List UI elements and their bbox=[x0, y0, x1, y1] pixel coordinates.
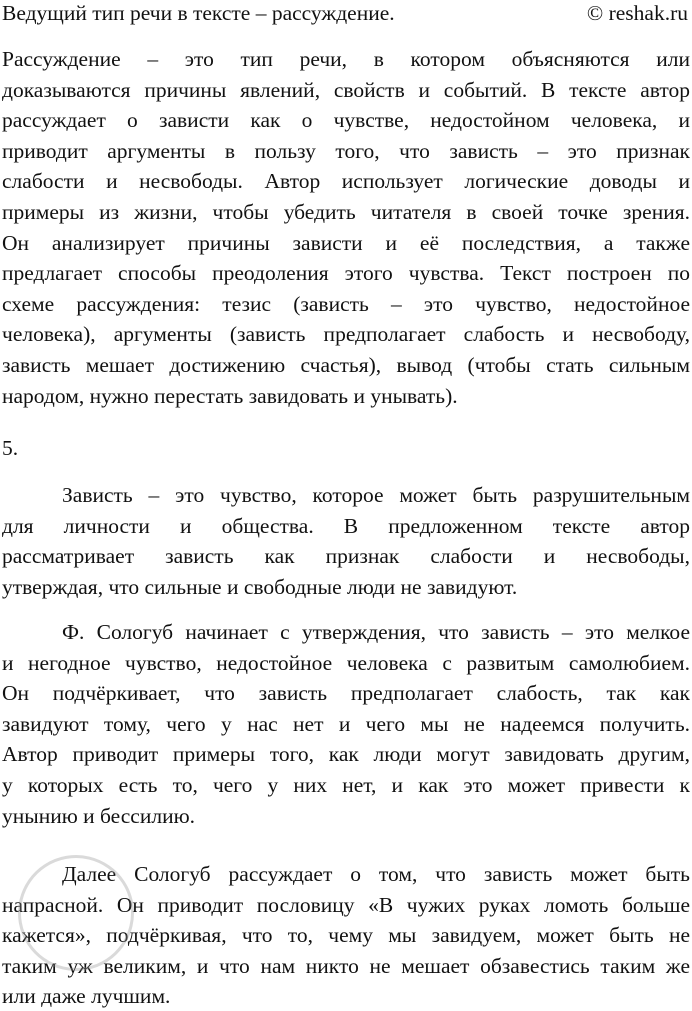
copyright: © reshak.ru bbox=[586, 1, 688, 25]
paragraph-line: Далее Сологуб рассуждает о том, что зависть может быть bbox=[62, 862, 690, 886]
paragraph-line: примеры из жизни, чтобы убедить читателя в своей точке зрения. bbox=[2, 200, 690, 224]
paragraph-line: Автор приводит примеры того, как люди могут завидовать другим, bbox=[2, 742, 690, 767]
paragraph-line: Зависть – это чувство, которое может быть разрушительным bbox=[62, 483, 690, 507]
heading: Ведущий тип речи в тексте – рассуждение. bbox=[2, 1, 395, 25]
paragraph-line: зависть мешает достижению счастья), вывод (чтобы стать сильным bbox=[2, 353, 690, 377]
paragraph-line: напрасной. Он приводит пословицу «В чужих руках ломоть больше bbox=[2, 892, 690, 917]
paragraph-line: человека), аргументы (зависть предполагает слабость и несвободу, bbox=[2, 322, 690, 347]
paragraph-line: утверждая, что сильные и свободные люди не завидуют. bbox=[2, 574, 518, 599]
paragraph-line: унынию и бессилию. bbox=[2, 803, 196, 828]
paragraph-line: Он анализирует причины зависти и её последствия, а также bbox=[2, 230, 690, 255]
header bbox=[2, 0, 690, 28]
paragraph-line: завидуют тому, чего у нас нет и чего мы не надеемся получить. bbox=[2, 711, 690, 736]
paragraph-line: кажется», подчёркивая, что то, чему мы завидуем, может быть не bbox=[2, 923, 690, 948]
paragraph-line: народом, нужно перестать завидовать и унывать). bbox=[2, 383, 458, 408]
paragraph-line: предлагает способы преодоления этого чувства. Текст построен по bbox=[2, 261, 690, 286]
paragraph-line: Ф. Сологуб начинает с утверждения, что зависть – это мелкое bbox=[62, 620, 690, 644]
paragraph-line: Рассуждение – это тип речи, в котором объясняются или bbox=[2, 47, 690, 71]
paragraph-line: у которых есть то, чего у них нет, и как это может привести к bbox=[2, 773, 690, 797]
paragraph-line: для личности и общества. В предложенном тексте автор bbox=[2, 513, 690, 538]
paragraph-line: доказываются причины явлений, свойств и событий. В тексте автор bbox=[2, 77, 690, 102]
paragraph-line: слабости и несвободы. Автор использует логические доводы и bbox=[2, 169, 690, 194]
paragraph-line: схеме рассуждения: тезис (зависть – это чувство, недостойное bbox=[2, 291, 690, 316]
paragraph-line: приводит аргументы в пользу того, что зависть – это признак bbox=[2, 138, 690, 163]
paragraph-line: рассматривает зависть как признак слабости и несвободы, bbox=[2, 544, 690, 569]
item-number: 5. bbox=[2, 436, 19, 460]
paragraph-line: Он подчёркивает, что зависть предполагает слабость, так как bbox=[2, 681, 690, 706]
paragraph-line: или даже лучшим. bbox=[2, 984, 171, 1009]
paragraph-line: таким уж великим, и что нам никто не мешает обзавестись таким же bbox=[2, 953, 690, 978]
paragraph-line: и негодное чувство, недостойное человека с развитым самолюбием. bbox=[2, 650, 690, 675]
paragraph-line: рассуждает о зависти как о чувстве, недостойном человека, и bbox=[2, 108, 690, 133]
